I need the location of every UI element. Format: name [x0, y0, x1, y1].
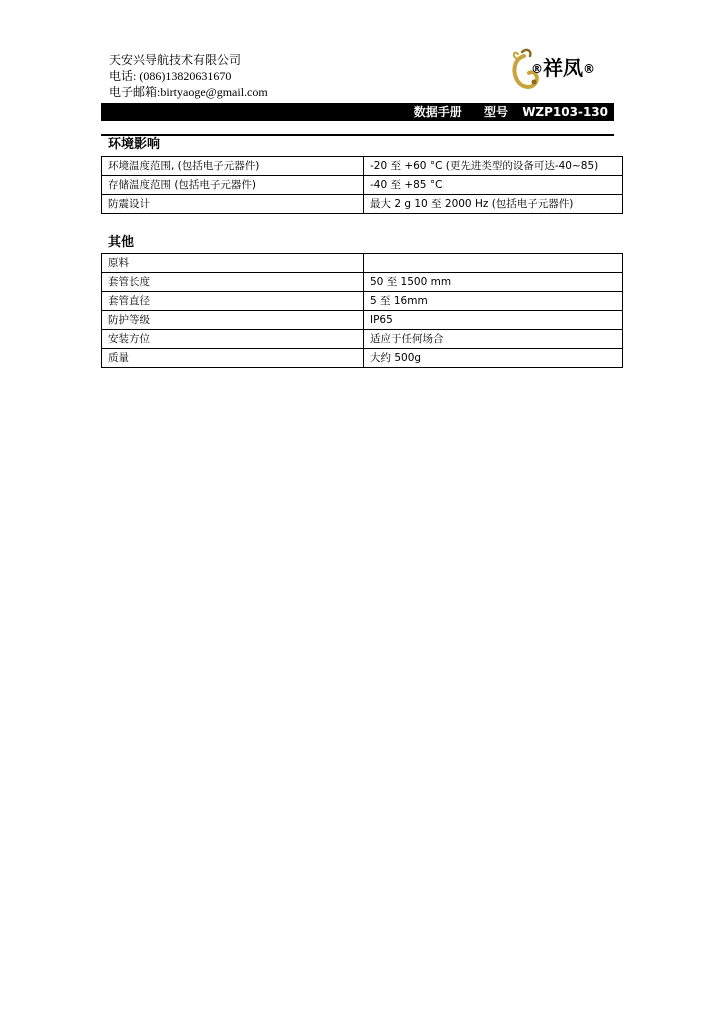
table-row [102, 254, 623, 273]
table-row [102, 349, 623, 368]
table-row [102, 195, 623, 214]
row-label: 环境温度范围, (包括电子元器件) [102, 157, 364, 176]
row-value: 50 至 1500 mm [364, 273, 623, 292]
row-label: 套管长度 [102, 273, 364, 292]
row-value: 5 至 16mm [364, 292, 623, 311]
company-name: 天安兴导航技术有限公司 [109, 53, 242, 67]
table-row [102, 176, 623, 195]
row-value: 大约 500g [364, 349, 623, 368]
table-row [102, 157, 623, 176]
header-banner [101, 103, 614, 121]
logo-text: 祥凤 [543, 56, 583, 80]
table-row [102, 273, 623, 292]
row-label: 质量 [102, 349, 364, 368]
section-title-other: 其他 [108, 235, 135, 250]
company-phone: 电话: (086)13820631670 [109, 69, 232, 83]
environment-table [101, 156, 623, 214]
table-row [102, 330, 623, 349]
row-value: IP65 [364, 311, 623, 330]
row-label: 存储温度范围 (包括电子元器件) [102, 176, 364, 195]
logo-wordmark [531, 52, 595, 81]
row-value: -20 至 +60 °C (更先进类型的设备可达-40~85) [364, 157, 623, 176]
table-row [102, 292, 623, 311]
row-label: 原料 [102, 254, 364, 273]
company-info [109, 52, 268, 100]
row-value [364, 254, 623, 273]
model-label: 型号 [483, 105, 508, 119]
reg-mark-right: ® [583, 62, 595, 76]
doc-label: 数据手册 [413, 105, 462, 119]
other-table [101, 253, 623, 368]
company-email: 电子邮箱:birtyaoge@gmail.com [109, 85, 268, 99]
table-row [102, 311, 623, 330]
row-value: -40 至 +85 °C [364, 176, 623, 195]
row-label: 防护等级 [102, 311, 364, 330]
row-value: 最大 2 g 10 至 2000 Hz (包括电子元器件) [364, 195, 623, 214]
section-divider [101, 134, 614, 136]
model-value: WZP103-130 [522, 105, 608, 119]
section-title-environment: 环境影响 [108, 137, 161, 152]
row-label: 套管直径 [102, 292, 364, 311]
reg-mark-left: ® [531, 62, 543, 76]
row-label: 防震设计 [102, 195, 364, 214]
row-label: 安装方位 [102, 330, 364, 349]
row-value: 适应于任何场合 [364, 330, 623, 349]
